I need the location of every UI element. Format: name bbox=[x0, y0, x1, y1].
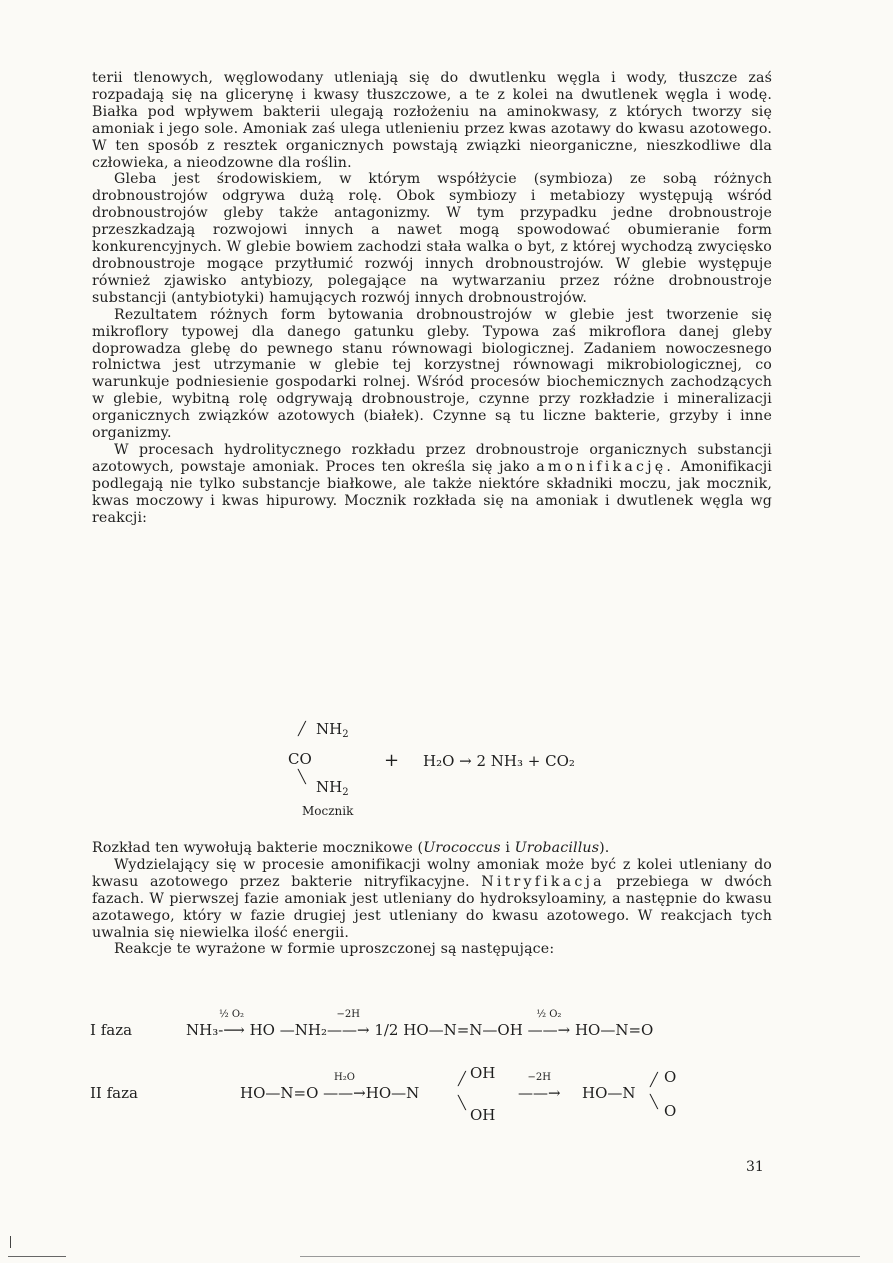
page-body bbox=[92, 70, 772, 526]
hydroxylamine: HO —NH₂ bbox=[249, 1021, 327, 1039]
term-nitryfikacja: Nitryfikacja bbox=[481, 873, 605, 890]
genus-urobacillus: Urobacillus bbox=[514, 840, 600, 856]
paragraph-4-start: W procesach hydrolitycznego rozkładu przez drobnoustroje organicznych substancji azotowych, powstaje amoniak. Proces ten określa się jako bbox=[92, 441, 772, 475]
urea-products: H₂O → 2 NH₃ + CO₂ bbox=[423, 752, 575, 770]
paragraph-4-end: Amonifikacji podlegają nie tylko substancje białkowe, ale także niektóre składniki moczu, jak mocznik, kwas moczowy i kwas hipurowy. Mocznik rozkłada się na amoniak i dwutlenek węgla wg reakcji: bbox=[92, 458, 772, 526]
arrow-4: H₂O ——→ bbox=[323, 1072, 366, 1102]
arrow-1-label: ½ O₂ bbox=[218, 1009, 245, 1020]
paragraph-6-start: Wydzielający się w procesie amonifikacji wolny amoniak może być z kolei utleniany do kwasu azotowego przez bakterie nitryfikacyjne. bbox=[92, 856, 772, 890]
o-bottom: O bbox=[664, 1102, 677, 1120]
nh-top-text: NH bbox=[316, 720, 343, 738]
phase-1-equation bbox=[186, 1009, 654, 1039]
hyponitrous-acid: 1/2 HO—N=N—OH bbox=[374, 1021, 523, 1039]
nh-bottom-text: NH bbox=[316, 778, 343, 796]
o-top: O bbox=[664, 1068, 677, 1086]
paragraph-4 bbox=[92, 442, 772, 527]
arrow-5-inner: −2H ——→ bbox=[518, 1072, 561, 1102]
phase-1-nh3: NH₃ bbox=[186, 1021, 219, 1039]
arrow-5-label: −2H bbox=[527, 1072, 552, 1083]
paragraph-3: Rezultatem różnych form bytowania drobnoustrojów w glebie jest tworzenie się mikroflory typowej dla danego gatunku gleby. Typowa zaś mikroflora danej gleby doprowadza glebę do pewnego stanu równowagi biologicznej. Zadaniem nowoczesnego rolnictwa jest utrzymanie w glebie tej korzystnej równowagi mikrobiologicznej, co warunkuje podniesienie gospodarki rolnej. Wśród procesów biochemicznych zachodzących w glebie, wybitną rolę odgrywają drobnoustroje, czynne przy rozkładzie i mineralizacji organicznych związków azotowych (białek). Czynne są tu liczne bakterie, grzyby i inne organizmy. bbox=[92, 306, 772, 442]
paragraph-2: Gleba jest środowiskiem, w którym współżycie (symbioza) ze sobą różnych drobnoustrojów odgrywa dużą rolę. Obok symbiozy i metabiozy występują wśród drobnoustrojów gleby także antagonizmy. W tym przypadku jedne drobnoustroje przeszkadzają rozwojowi innych a nawet mogą spowodować obumieranie form konkurencyjnych. W glebie bowiem zachodzi stała walka o byt, z której wychodzą zwycięsko drobnoustroje mogące przytłumić rozwój innych drobnoustrojów. W glebie występuje również zjawisko antybiozy, polegające na wytwarzaniu przez różne drobnoustroje substancji (antybiotyki) hamujących rozwój innych drobnoustrojów. bbox=[92, 171, 772, 306]
urea-label: Mocznik bbox=[302, 804, 354, 818]
paragraph-5 bbox=[92, 840, 772, 857]
phase-2-left bbox=[240, 1072, 420, 1102]
paragraph-6 bbox=[92, 857, 772, 942]
phase-2-label: II faza bbox=[90, 1084, 138, 1102]
oh-bottom: OH bbox=[470, 1106, 496, 1124]
genus-urococcus: Urococcus bbox=[423, 840, 501, 856]
nitric-acid: HO—N bbox=[582, 1084, 636, 1102]
arrow-4-label: H₂O bbox=[333, 1072, 355, 1083]
nh-bottom-sub: 2 bbox=[342, 787, 349, 798]
oh-bond-down: ╲ bbox=[458, 1096, 466, 1111]
arrow-3-label: ½ O₂ bbox=[536, 1009, 562, 1020]
scan-mark bbox=[10, 1236, 11, 1248]
nh-top-sub: 2 bbox=[342, 729, 349, 740]
page-body-lower bbox=[92, 840, 772, 958]
paragraph-1: terii tlenowych, węglowodany utleniają się do dwutlenku węgla i wody, tłuszcze zaś rozpadają się na glicerynę i kwasy tłuszczowe, a te z kolei na dwutlenek węgla i wodę. Białka pod wpływem bakterii ulegają rozłożeniu na aminokwasy, z których tworzy się amoniak i jego sole. Amoniak zaś ulega utlenieniu przez kwas azotawy do kwasu azotowego. W ten sposób z resztek organicznych powstają związki nieorganiczne, nieszkodliwe dla człowieka, a nieodzowne dla roślin. bbox=[92, 70, 772, 171]
oh-bond-up: ╱ bbox=[458, 1072, 466, 1087]
arrow-1: ½ O₂ -⟶ bbox=[218, 1009, 245, 1039]
bond-lower: ╲ bbox=[298, 770, 306, 785]
phase-1-label: I faza bbox=[90, 1021, 133, 1039]
co-group: CO bbox=[288, 750, 312, 768]
paragraph-5-mid: i bbox=[500, 840, 515, 856]
paragraph-5-start: Rozkład ten wywołują bakterie mocznikowe ( bbox=[92, 840, 424, 856]
paragraph-6-end: przebiega w dwóch fazach. W pierwszej fazie amoniak jest utleniany do hydroksyloaminy, a następnie do kwasu azotawego, który w fazie drugiej jest utleniany do kwasu azotowego. W reakcjach tych uwalnia się niewielka ilość energii. bbox=[92, 873, 773, 941]
nh2-top bbox=[316, 720, 349, 740]
o-bond-down: ╲ bbox=[650, 1095, 658, 1110]
nitrous-acid-1: HO—N=O bbox=[574, 1021, 654, 1039]
arrow-2-label: −2H bbox=[336, 1009, 360, 1020]
intermediate: HO—N bbox=[365, 1084, 420, 1102]
page-number: 31 bbox=[746, 1159, 764, 1175]
term-amonifikacja: amonifikację. bbox=[536, 458, 675, 475]
oh-top: OH bbox=[470, 1064, 496, 1082]
nitrous-acid-2: HO—N=O bbox=[240, 1084, 319, 1102]
scan-edge-left bbox=[8, 1256, 66, 1257]
scan-edge-right bbox=[300, 1256, 860, 1257]
paragraph-5-end: ). bbox=[599, 840, 610, 856]
arrow-3: ½ O₂ ——→ bbox=[527, 1009, 571, 1039]
bond-upper: ╱ bbox=[298, 722, 306, 737]
o-bond-up: ╱ bbox=[650, 1073, 658, 1088]
arrow-5 bbox=[518, 1072, 561, 1102]
urea-reaction bbox=[288, 720, 648, 820]
plus-sign: + bbox=[384, 750, 400, 771]
paragraph-7: Reakcje te wyrażone w formie uproszczonej są następujące: bbox=[114, 941, 555, 958]
arrow-2: −2H ——→ bbox=[326, 1009, 370, 1039]
nh2-bottom bbox=[316, 778, 349, 798]
